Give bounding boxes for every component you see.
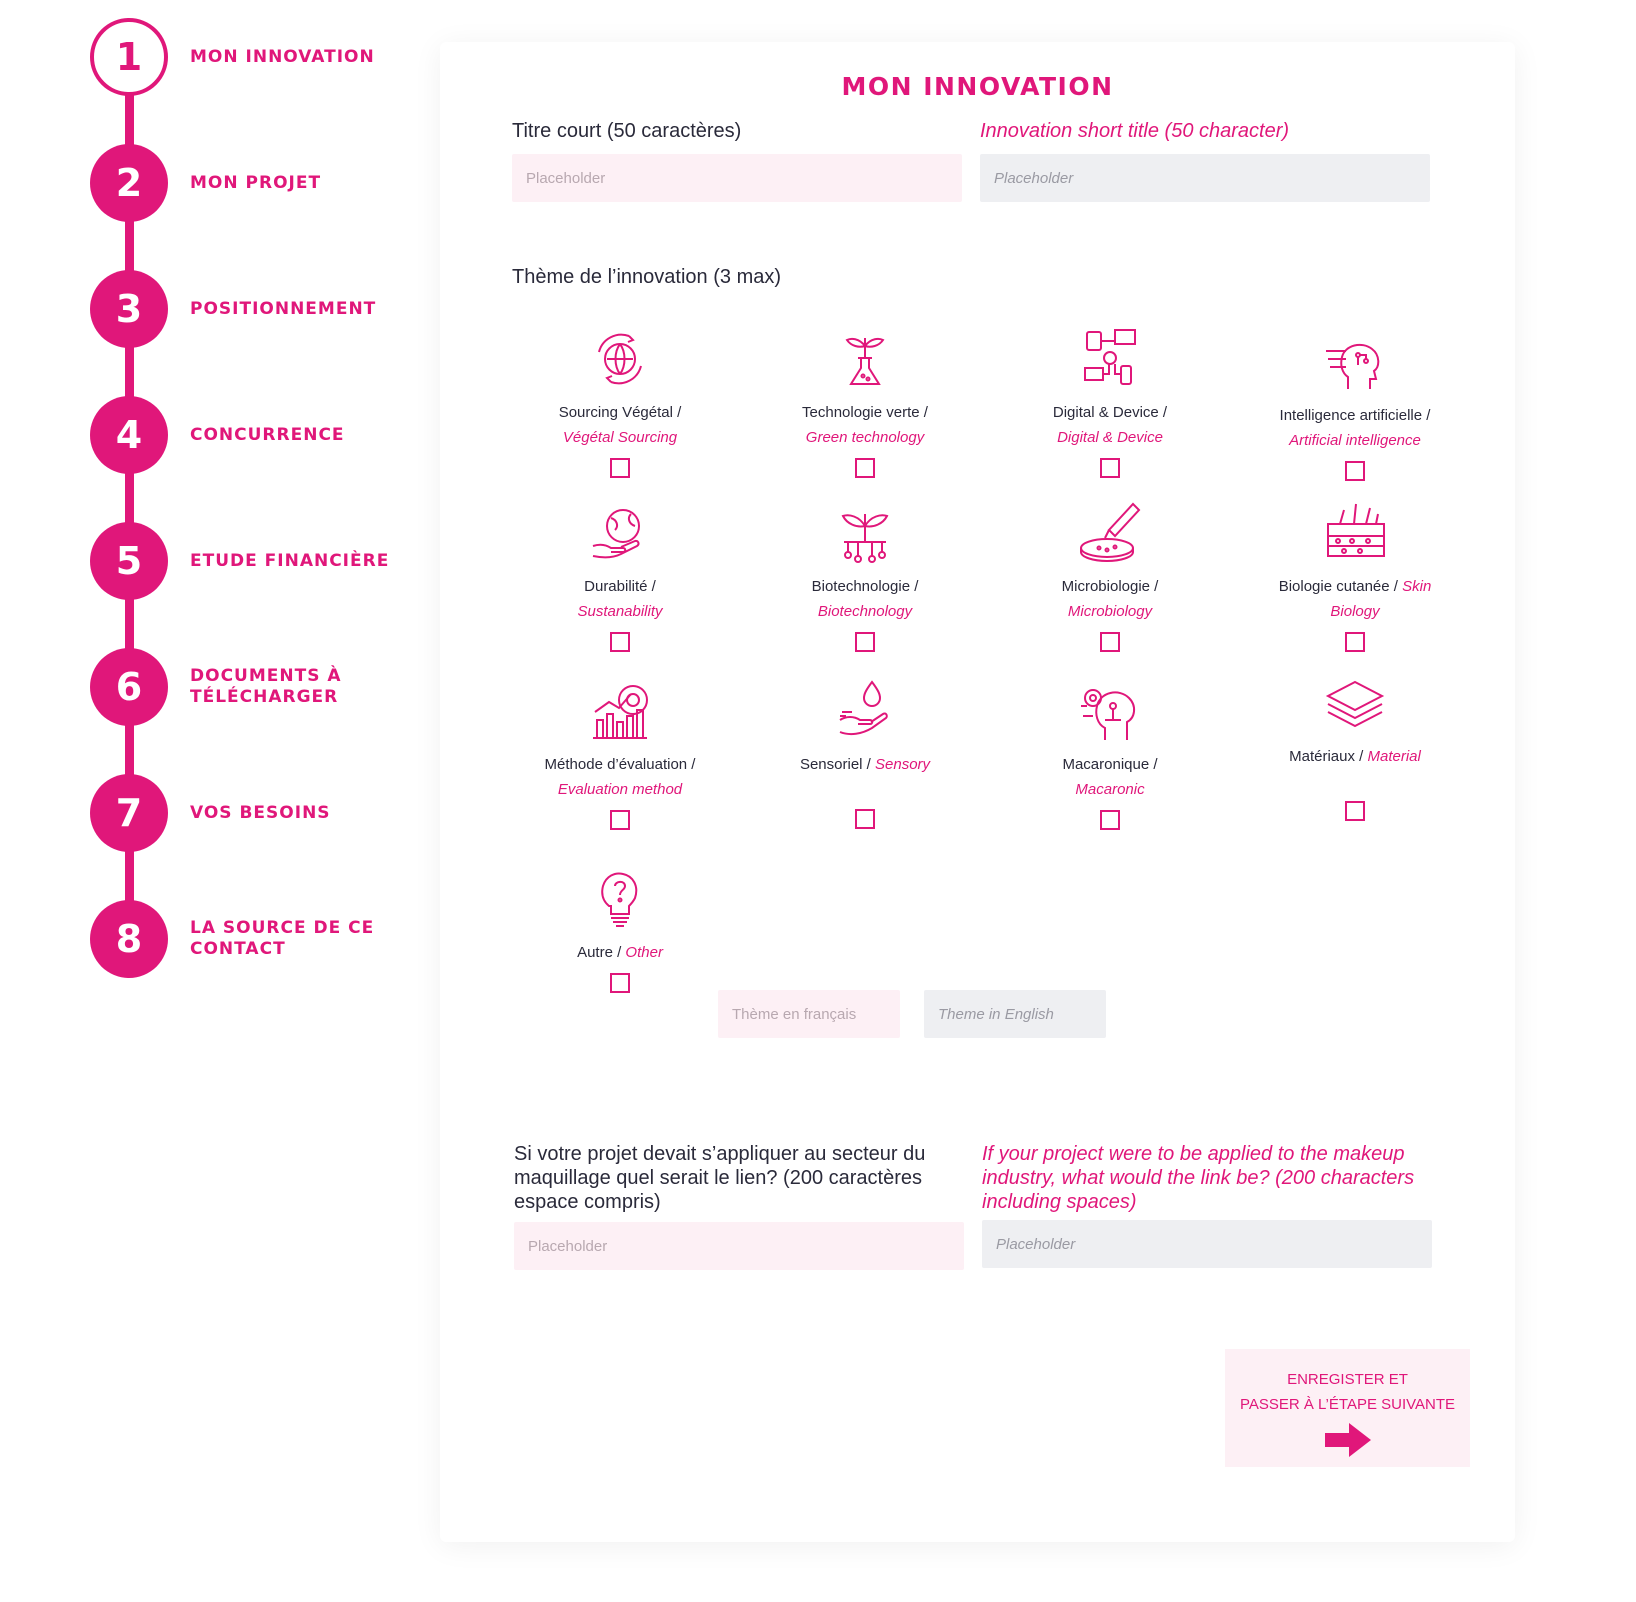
petri-dish-icon — [1075, 498, 1145, 568]
chart-gear-icon — [585, 676, 655, 746]
next-button-line2: PASSER À L’ÉTAPE SUIVANTE — [1239, 1395, 1456, 1413]
theme-option-macaronic[interactable] — [1010, 676, 1210, 830]
theme-name-fr: Intelligence artificielle / — [1279, 407, 1431, 424]
short-title-fr-label: Titre court (50 caractères) — [512, 120, 742, 142]
other-theme-en-input[interactable] — [924, 990, 1106, 1038]
theme-option-other[interactable] — [520, 864, 720, 993]
step-label: MON PROJET — [190, 172, 322, 193]
progress-stepper — [0, 0, 420, 1080]
step-number: 5 — [90, 522, 168, 600]
theme-name-en: Végétal Sourcing — [562, 429, 678, 446]
theme-checkbox[interactable] — [610, 632, 630, 652]
hand-globe-icon — [585, 498, 655, 568]
theme-checkbox[interactable] — [1100, 458, 1120, 478]
step-number: 7 — [90, 774, 168, 852]
theme-label: Thème de l’innovation (3 max) — [512, 266, 782, 288]
theme-checkbox[interactable] — [1100, 632, 1120, 652]
step-label: LA SOURCE DE CE CONTACT — [190, 918, 375, 959]
theme-name-en: Artificial intelligence — [1289, 432, 1421, 449]
theme-name-fr: Macaronique / — [1062, 756, 1158, 773]
arrow-right-icon — [1231, 1421, 1464, 1462]
step-number: 4 — [90, 396, 168, 474]
theme-name-fr: Matériaux / — [1289, 748, 1364, 765]
theme-name-en: Microbiology — [1067, 603, 1153, 620]
innovation-form-card — [440, 42, 1515, 1542]
step-label: POSITIONNEMENT — [190, 298, 377, 319]
theme-checkbox[interactable] — [855, 458, 875, 478]
theme-name-en: Evaluation method — [557, 781, 683, 798]
theme-checkbox[interactable] — [610, 458, 630, 478]
step-6[interactable] — [90, 648, 420, 726]
step-number: 1 — [90, 18, 168, 96]
theme-option-artificial-intelligence[interactable] — [1255, 327, 1455, 481]
theme-name-en: Skin Biology — [1330, 578, 1432, 620]
theme-option-biotechnology[interactable] — [765, 498, 965, 652]
next-button-line1: ENREGISTER ET — [1287, 1370, 1408, 1388]
step-label: VOS BESOINS — [190, 802, 331, 823]
step-2[interactable] — [90, 144, 420, 222]
theme-name-fr: Biotechnologie / — [811, 578, 919, 595]
step-1[interactable] — [90, 18, 420, 96]
theme-name-fr: Technologie verte / — [802, 404, 928, 421]
theme-option-sensory[interactable] — [765, 676, 965, 829]
theme-name-fr: Microbiologie / — [1061, 578, 1159, 595]
ai-head-icon — [1320, 327, 1390, 397]
theme-name-en: Biotechnology — [817, 603, 913, 620]
theme-name-en: Material — [1367, 748, 1421, 765]
theme-option-skin-biology[interactable] — [1255, 498, 1455, 652]
hand-drop-icon — [830, 676, 900, 746]
theme-name-en: Sensory — [875, 756, 931, 773]
makeup-link-fr-label: Si votre projet devait s’appliquer au secteur du maquillage quel serait le lien? (200 caractères espace compris) — [514, 1143, 926, 1213]
plant-flask-icon — [830, 324, 900, 394]
theme-checkbox[interactable] — [1345, 801, 1365, 821]
theme-name-fr: Autre / — [577, 944, 622, 961]
theme-name-en: Sustanability — [577, 603, 663, 620]
short-title-en-input[interactable] — [980, 154, 1430, 202]
theme-checkbox[interactable] — [855, 632, 875, 652]
save-and-next-button[interactable] — [1225, 1349, 1470, 1467]
other-theme-fr-input[interactable] — [718, 990, 900, 1038]
theme-name-en: Macaronic — [1075, 781, 1145, 798]
biotech-plant-icon — [830, 498, 900, 568]
skin-layers-icon — [1320, 498, 1390, 568]
makeup-link-en-label: If your project were to be applied to the makeup industry, what would the link be? (200 characters including spaces) — [982, 1143, 1415, 1213]
theme-option-evaluation-method[interactable] — [520, 676, 720, 830]
theme-option-digital-device[interactable] — [1010, 324, 1210, 478]
makeup-link-fr-input[interactable] — [514, 1222, 964, 1270]
robot-head-icon — [1075, 676, 1145, 746]
step-7[interactable] — [90, 774, 420, 852]
theme-option-green-technology[interactable] — [765, 324, 965, 478]
theme-checkbox[interactable] — [1100, 810, 1120, 830]
step-8[interactable] — [90, 900, 420, 978]
step-number: 8 — [90, 900, 168, 978]
step-5[interactable] — [90, 522, 420, 600]
step-number: 3 — [90, 270, 168, 348]
theme-option-sustainability[interactable] — [520, 498, 720, 652]
theme-name-fr: Sourcing Végétal / — [558, 404, 682, 421]
step-label: MON INNOVATION — [190, 46, 375, 67]
theme-name-en: Green technology — [805, 429, 925, 446]
theme-checkbox[interactable] — [855, 809, 875, 829]
layers-icon — [1320, 668, 1390, 738]
theme-checkbox[interactable] — [610, 973, 630, 993]
step-number: 2 — [90, 144, 168, 222]
lightbulb-question-icon — [585, 864, 655, 934]
theme-name-fr: Durabilité / — [584, 578, 656, 595]
theme-checkbox[interactable] — [610, 810, 630, 830]
theme-name-fr: Biologie cutanée / — [1278, 578, 1398, 595]
theme-option-sourcing-vegetal[interactable] — [520, 324, 720, 478]
theme-name-en: Other — [625, 944, 663, 961]
step-4[interactable] — [90, 396, 420, 474]
page-title: MON INNOVATION — [841, 72, 1114, 101]
devices-gear-icon — [1075, 324, 1145, 394]
step-label: ETUDE FINANCIÈRE — [190, 550, 390, 571]
theme-option-microbiology[interactable] — [1010, 498, 1210, 652]
theme-name-fr: Digital & Device / — [1052, 404, 1168, 421]
globe-leaf-icon — [585, 324, 655, 394]
makeup-link-en-input[interactable] — [982, 1220, 1432, 1268]
short-title-fr-input[interactable] — [512, 154, 962, 202]
step-3[interactable] — [90, 270, 420, 348]
theme-name-en: Digital & Device — [1057, 429, 1163, 446]
theme-option-material[interactable] — [1255, 668, 1455, 821]
theme-checkbox[interactable] — [1345, 461, 1365, 481]
theme-name-fr: Sensoriel / — [799, 756, 871, 773]
step-label: CONCURRENCE — [190, 424, 345, 445]
theme-checkbox[interactable] — [1345, 632, 1365, 652]
step-number: 6 — [90, 648, 168, 726]
step-label: DOCUMENTS À TÉLÉCHARGER — [190, 666, 342, 707]
theme-name-fr: Méthode d’évaluation / — [544, 756, 696, 773]
short-title-en-label: Innovation short title (50 character) — [980, 120, 1290, 142]
